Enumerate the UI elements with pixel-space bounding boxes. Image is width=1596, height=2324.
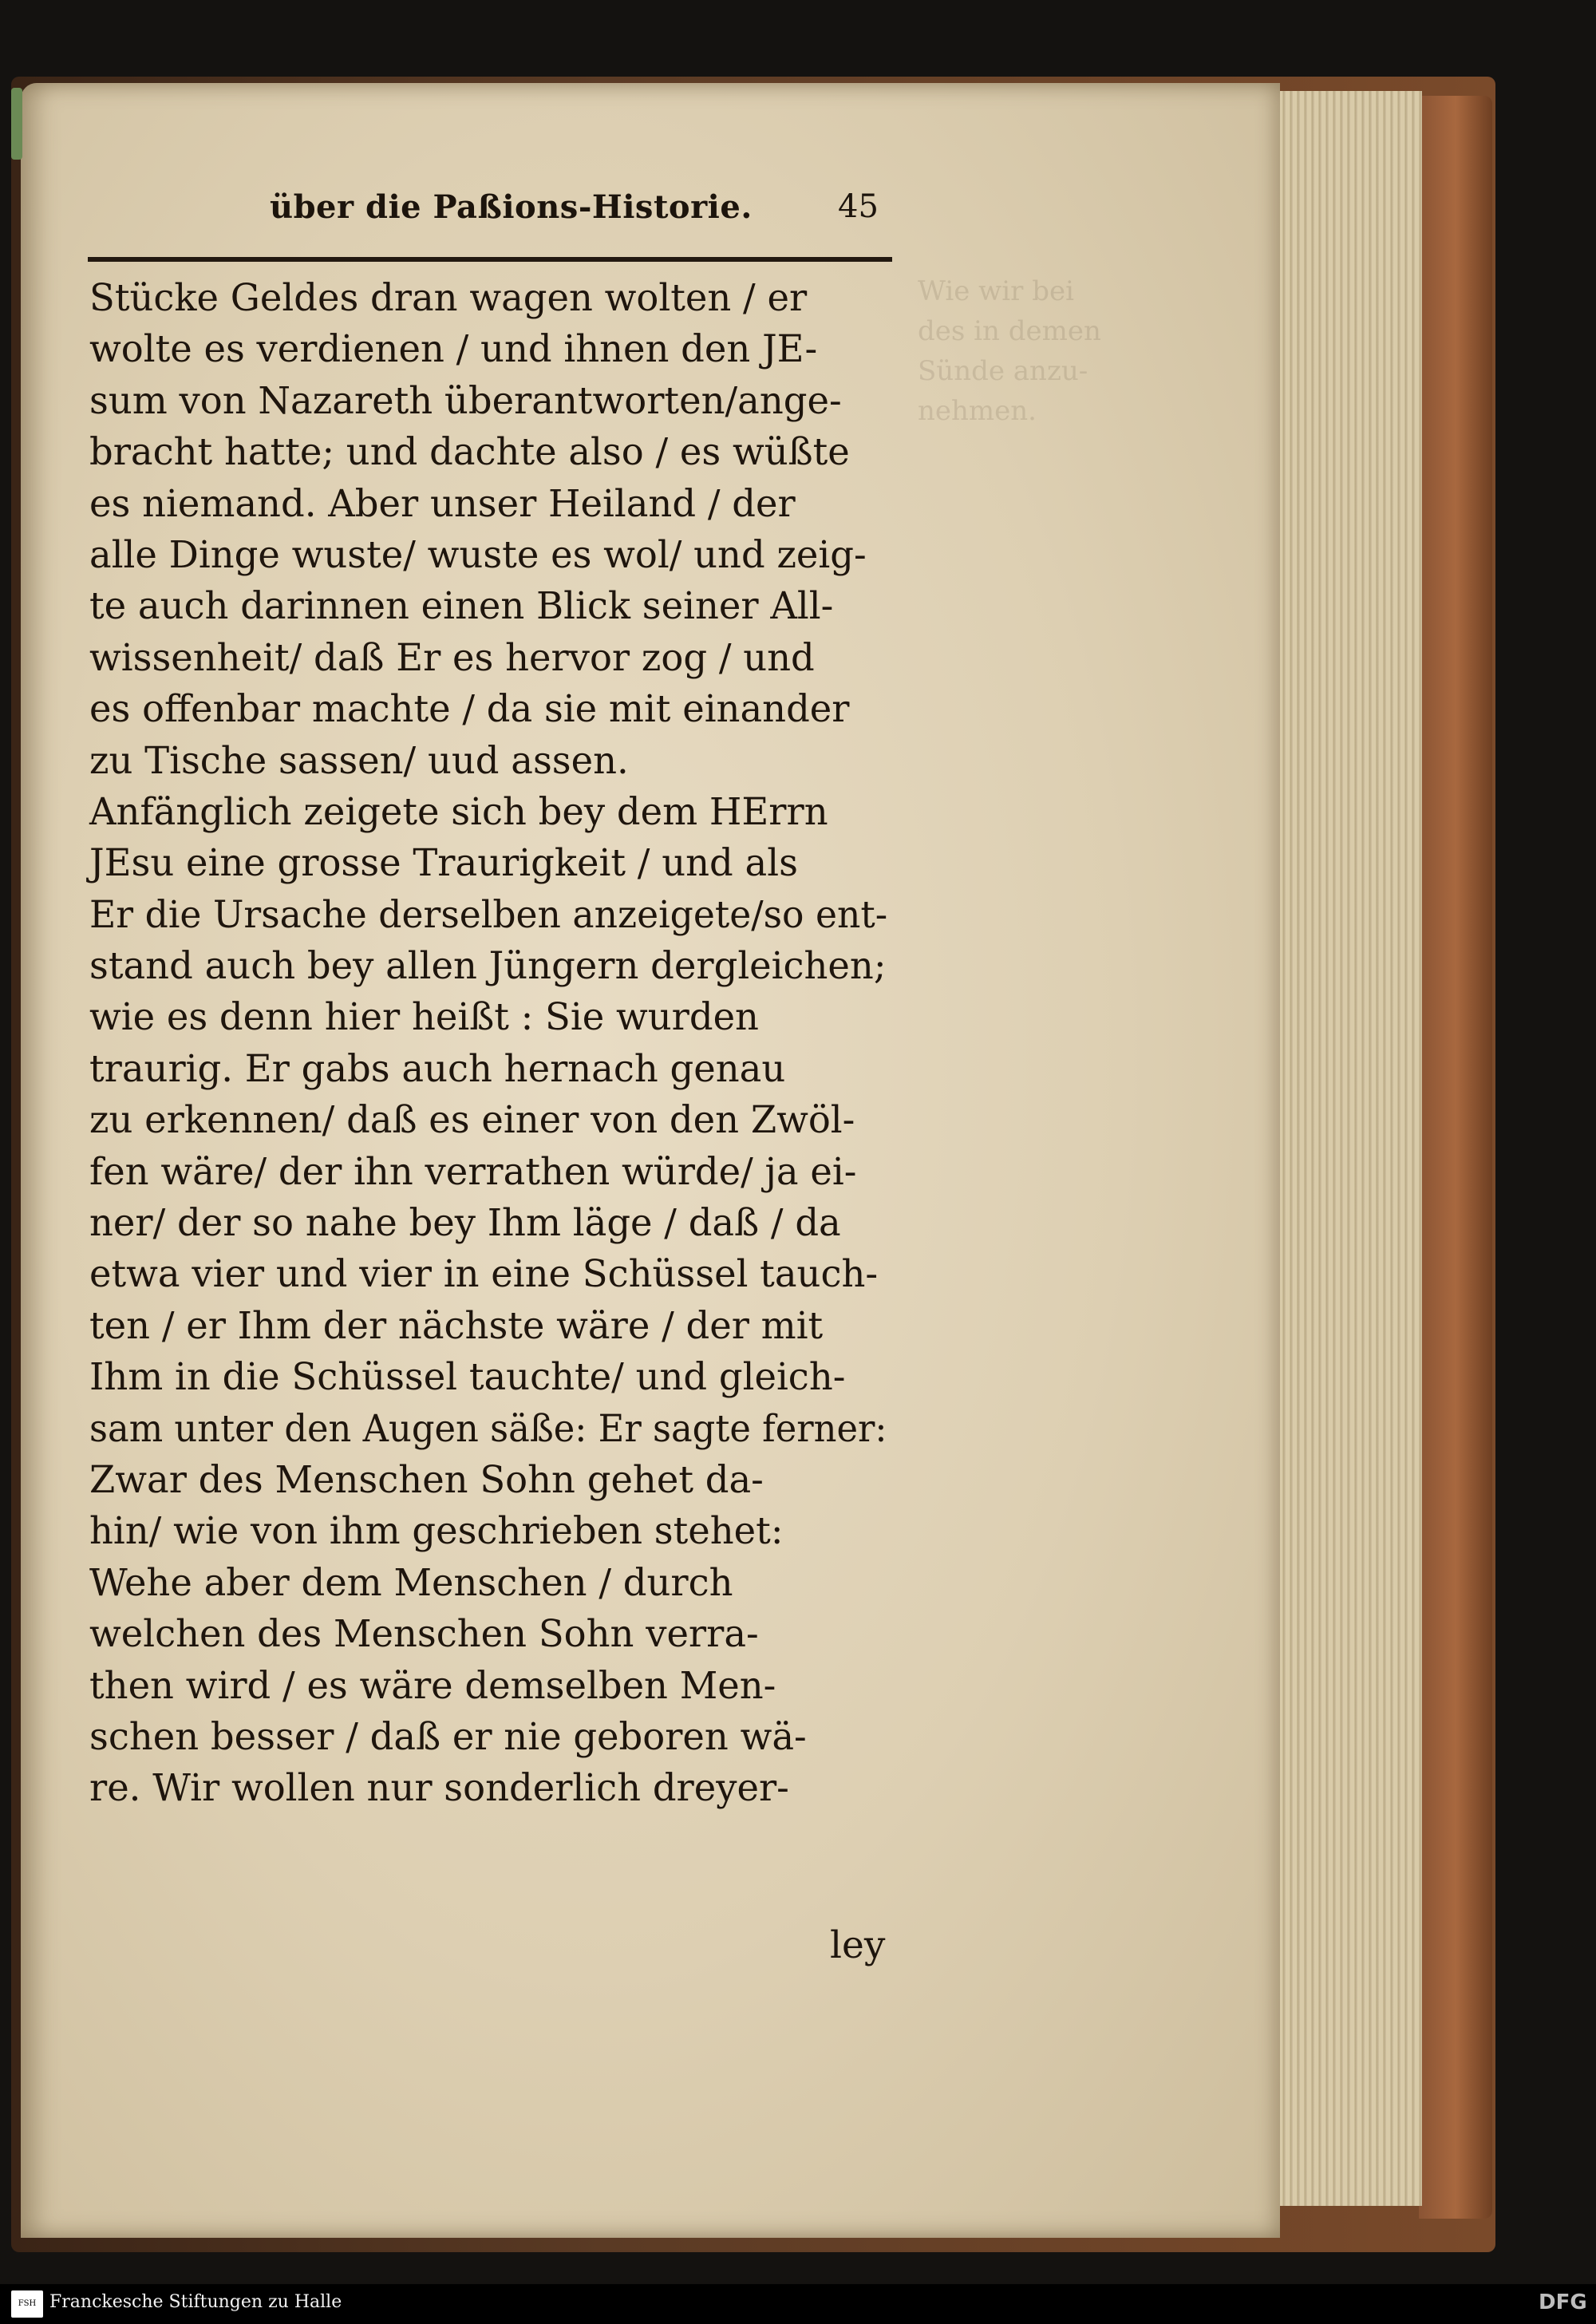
text-line: ten / er Ihm der nächste wäre / der mit [89,1303,824,1348]
text-line: zu Tische sassen/ uud assen. [89,738,629,783]
text-line: etwa vier und vier in eine Schüssel tauch- [89,1252,879,1297]
text-line: alle Dinge wuste/ wuste es wol/ und zeig- [89,532,867,577]
text-line: zu erkennen/ daß es einer von den Zwöl- [89,1098,855,1143]
text-line: schen besser / daß er nie geboren wä- [89,1714,807,1759]
catchword: ley [830,1923,886,1967]
text-line: te auch darinnen einen Blick seiner All- [89,584,834,629]
text-line: stand auch bey allen Jüngern dergleichen; [89,944,887,989]
text-line: sum von Nazareth überantworten/ange- [89,378,842,423]
page-number: 45 [838,188,879,225]
leather-binding-edge [1419,96,1492,2219]
body-text [89,273,897,1815]
running-title: über die Paßions-Historie. [270,188,753,226]
text-line: Ihm in die Schüssel tauchte/ und gleich- [89,1355,846,1400]
text-line: traurig. Er gabs auch hernach genau [89,1046,786,1091]
institution-logo-icon: FSH [11,2290,43,2318]
text-line: wissenheit/ daß Er es hervor zog / und [89,635,815,680]
footer-credit: Franckesche Stiftungen zu Halle [49,2292,342,2312]
text-line: Er die Ursache derselben anzeigete/so ent- [89,892,888,937]
text-line: es niemand. Aber unser Heiland / der [89,481,796,526]
bookmark-tab [11,88,22,160]
text-line: welchen des Menschen Sohn verra- [89,1612,759,1657]
text-line: ner/ der so nahe bey Ihm läge / daß / da [89,1201,841,1246]
header-rule [88,257,892,262]
text-line: then wird / es wäre demselben Men- [89,1663,776,1708]
dfg-logo: DFG [1539,2290,1587,2314]
text-line: es offenbar machte / da sie mit einander [89,687,850,732]
text-line: Wehe aber dem Menschen / durch [89,1560,733,1605]
text-line: wolte es verdienen / und ihnen den JE- [89,327,818,372]
text-line: fen wäre/ der ihn verrathen würde/ ja ei- [89,1149,857,1194]
text-line: sam unter den Augen säße: Er sagte ferner: [89,1406,887,1451]
page-header [88,185,894,243]
text-line: bracht hatte; und dachte also / es wüßte [89,430,850,475]
text-line: Stücke Geldes dran wagen wolten / er [89,276,808,320]
page-block-edges [1277,91,1422,2206]
text-line: Zwar des Menschen Sohn gehet da- [89,1457,764,1502]
text-line: JEsu eine grosse Traurigkeit / und als [89,841,798,886]
text-line: re. Wir wollen nur sonderlich dreyer- [89,1766,789,1811]
text-line: hin/ wie von ihm geschrieben stehet: [89,1509,784,1554]
bleed-through-text: Wie wir bei des in demen Sünde anzu- nehmen. [918,275,1101,427]
text-line: wie es denn hier heißt : Sie wurden [89,995,759,1040]
text-line: Anfänglich zeigete sich bey dem HErrn [89,789,828,834]
